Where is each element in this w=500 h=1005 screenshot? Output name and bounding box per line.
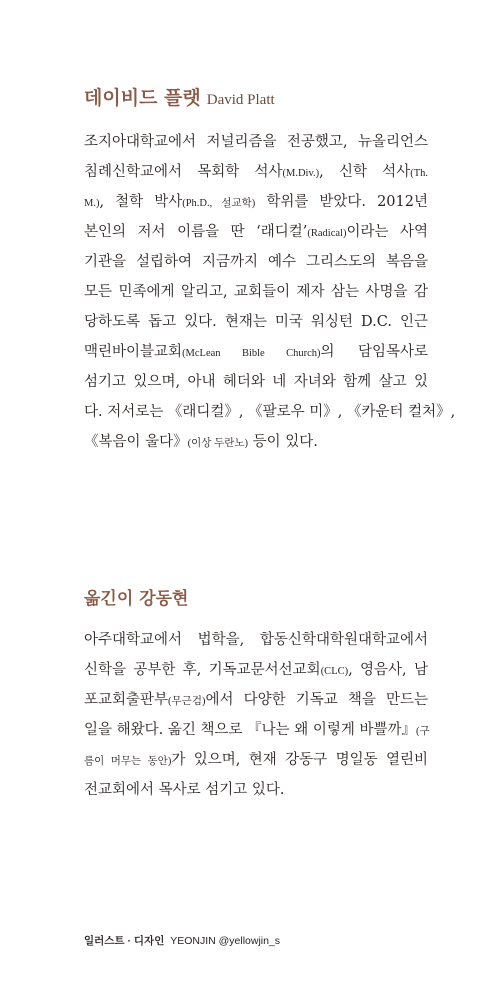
bio-line <box>84 217 428 247</box>
bio-text: , 신학 석사 <box>319 164 411 180</box>
credit-value: YEONJIN @yellowjin_s <box>170 935 281 947</box>
bio-text: 본인의 저서 이름을 딴 ‘래디컬’ <box>84 224 308 240</box>
bio-annotation: (Ph.D., 설교학) <box>182 198 256 209</box>
bio-line <box>84 157 428 187</box>
credit-label: 일러스트 · 디자인 <box>84 935 165 947</box>
bio-text: 의 담임목사로 <box>320 344 428 360</box>
bio-line <box>84 745 428 775</box>
bio-line <box>84 685 428 715</box>
bio-line <box>84 775 428 805</box>
bio-line <box>84 397 456 427</box>
bio-text: 아주대학교에서 법학을, 합동신학대학원대학교에서 <box>84 632 428 648</box>
bio-text: 당하도록 돕고 있다. 현재는 미국 워싱턴 D.C. 인근 <box>84 314 428 330</box>
translator-name: 강동현 <box>139 589 189 609</box>
bio-text: 포교회출판부 <box>84 692 169 708</box>
bio-line <box>84 187 428 217</box>
bio-text: 모든 민족에게 알리고, 교회들이 제자 삼는 사명을 감 <box>84 284 428 300</box>
bio-annotation: (이상 두란노) <box>187 438 248 449</box>
bio-annotation: (Radical) <box>307 228 347 239</box>
bio-annotation: (구 <box>416 726 430 737</box>
bio-annotation: (CLC) <box>320 666 349 677</box>
bio-text: , 영음사, 남 <box>348 662 428 678</box>
author-name-korean: 데이비드 플랫 <box>84 87 201 109</box>
bio-text: 학위를 받았다. 2012년 <box>255 194 428 210</box>
author-name-english: David Platt <box>206 92 275 108</box>
bio-line <box>84 625 428 655</box>
illustration-design-credit <box>84 933 280 948</box>
bio-annotation: (McLean Bible Church) <box>182 348 321 359</box>
bio-text: 조지아대학교에서 저널리즘을 전공했고, 뉴올리언스 <box>84 134 428 150</box>
translator-label: 옮긴이 <box>84 589 134 609</box>
bio-text: 다. 저서로는 《래디컬》, 《팔로우 미》, 《카운터 컬처》, <box>84 404 456 420</box>
bio-text: 맥린바이블교회 <box>84 344 183 360</box>
bio-line <box>84 127 428 157</box>
bio-text: 전교회에서 목사로 섬기고 있다. <box>84 782 285 798</box>
bio-text: 신학을 공부한 후, 기독교문서선교회 <box>84 662 321 678</box>
bio-annotation: M.) <box>84 198 100 209</box>
bio-annotation: (M.Div.) <box>282 168 320 179</box>
bio-line <box>84 337 428 367</box>
bio-text: 등이 있다. <box>248 434 318 450</box>
bio-text: , 철학 박사 <box>99 194 183 210</box>
bio-annotation: 름이 머무는 동안) <box>84 756 172 767</box>
author-heading <box>84 83 275 110</box>
bio-text: 일을 해왔다. 옮긴 책으로 『나는 왜 이렇게 바쁠까』 <box>84 722 417 738</box>
translator-heading <box>84 584 188 609</box>
bio-text: 이라는 사역 <box>346 224 428 240</box>
bio-line <box>84 367 428 397</box>
bio-line <box>84 247 428 277</box>
bio-text: 가 있으며, 현재 강동구 명일동 열린비 <box>171 752 429 768</box>
bio-text: 《복음이 울다》 <box>84 434 188 450</box>
bio-text: 섬기고 있으며, 아내 헤더와 네 자녀와 함께 살고 있 <box>84 374 428 390</box>
bio-text: 침례신학교에서 목회학 석사 <box>84 164 283 180</box>
bio-annotation: (Th. <box>410 168 428 179</box>
bio-line <box>84 715 428 745</box>
bio-line <box>84 277 428 307</box>
translator-bio <box>84 625 428 805</box>
bio-line <box>84 655 428 685</box>
bio-text: 기관을 설립하여 지금까지 예수 그리스도의 복음을 <box>84 254 428 270</box>
bio-text: 에서 다양한 기독교 책을 만드는 <box>205 692 428 708</box>
bio-line <box>84 307 428 337</box>
author-bio <box>84 127 456 457</box>
bio-annotation: (무근검) <box>168 696 206 707</box>
bio-line <box>84 427 428 457</box>
